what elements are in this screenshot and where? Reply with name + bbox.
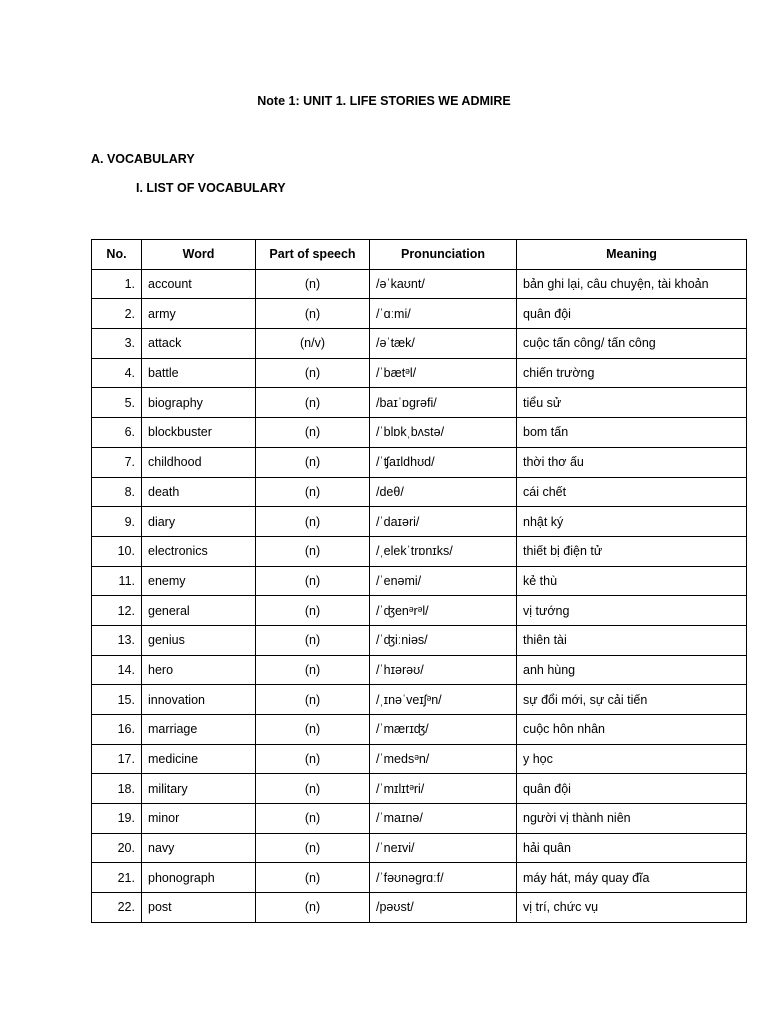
- cell-part-of-speech: (n): [256, 804, 370, 834]
- table-row: [92, 566, 747, 596]
- cell-meaning: kẻ thù: [517, 566, 747, 596]
- cell-word: minor: [142, 804, 256, 834]
- cell-pronunciation: /baɪˈɒɡrəfi/: [370, 388, 517, 418]
- cell-word: general: [142, 596, 256, 626]
- header-pronunciation: Pronunciation: [370, 240, 517, 270]
- cell-no: 14.: [92, 655, 142, 685]
- table-row: [92, 625, 747, 655]
- cell-pronunciation: /ˈmaɪnə/: [370, 804, 517, 834]
- table-row: [92, 863, 747, 893]
- table-row: [92, 447, 747, 477]
- cell-meaning: người vị thành niên: [517, 804, 747, 834]
- cell-meaning: thiên tài: [517, 625, 747, 655]
- cell-part-of-speech: (n): [256, 863, 370, 893]
- cell-meaning: cuộc hôn nhân: [517, 715, 747, 745]
- cell-no: 19.: [92, 804, 142, 834]
- cell-pronunciation: /ˈmærɪʤ/: [370, 715, 517, 745]
- header-meaning: Meaning: [517, 240, 747, 270]
- cell-no: 21.: [92, 863, 142, 893]
- table-row: [92, 418, 747, 448]
- table-row: [92, 536, 747, 566]
- cell-no: 22.: [92, 893, 142, 923]
- cell-no: 8.: [92, 477, 142, 507]
- cell-meaning: bản ghi lại, câu chuyện, tài khoản: [517, 269, 747, 299]
- table-row: [92, 804, 747, 834]
- cell-meaning: quân đội: [517, 774, 747, 804]
- table-row: [92, 269, 747, 299]
- cell-no: 5.: [92, 388, 142, 418]
- cell-word: biography: [142, 388, 256, 418]
- cell-part-of-speech: (n): [256, 685, 370, 715]
- cell-word: attack: [142, 329, 256, 359]
- cell-no: 13.: [92, 625, 142, 655]
- cell-meaning: y học: [517, 744, 747, 774]
- table-row: [92, 655, 747, 685]
- cell-pronunciation: /ˈʧaɪldhʊd/: [370, 447, 517, 477]
- subsection-heading: I. LIST OF VOCABULARY: [136, 181, 286, 195]
- cell-no: 10.: [92, 536, 142, 566]
- cell-pronunciation: /ˈmɪlɪtᵊri/: [370, 774, 517, 804]
- vocabulary-table: [91, 239, 747, 923]
- cell-no: 16.: [92, 715, 142, 745]
- table-row: [92, 596, 747, 626]
- cell-no: 2.: [92, 299, 142, 329]
- cell-no: 18.: [92, 774, 142, 804]
- table-row: [92, 833, 747, 863]
- table-header-row: [92, 240, 747, 270]
- cell-word: medicine: [142, 744, 256, 774]
- cell-no: 11.: [92, 566, 142, 596]
- table-row: [92, 774, 747, 804]
- cell-pronunciation: /ˈblɒkˌbʌstə/: [370, 418, 517, 448]
- cell-no: 3.: [92, 329, 142, 359]
- cell-meaning: cái chết: [517, 477, 747, 507]
- cell-part-of-speech: (n): [256, 388, 370, 418]
- cell-meaning: vị tướng: [517, 596, 747, 626]
- cell-word: blockbuster: [142, 418, 256, 448]
- table-row: [92, 507, 747, 537]
- cell-word: diary: [142, 507, 256, 537]
- cell-part-of-speech: (n): [256, 477, 370, 507]
- document-title: Note 1: UNIT 1. LIFE STORIES WE ADMIRE: [257, 94, 511, 108]
- cell-pronunciation: /pəʊst/: [370, 893, 517, 923]
- cell-word: navy: [142, 833, 256, 863]
- cell-pronunciation: /deθ/: [370, 477, 517, 507]
- cell-meaning: quân đội: [517, 299, 747, 329]
- cell-part-of-speech: (n/v): [256, 329, 370, 359]
- cell-no: 6.: [92, 418, 142, 448]
- table-row: [92, 299, 747, 329]
- cell-word: enemy: [142, 566, 256, 596]
- cell-pronunciation: /ˈʤenᵊrᵊl/: [370, 596, 517, 626]
- header-no: No.: [92, 240, 142, 270]
- section-heading: A. VOCABULARY: [91, 152, 195, 166]
- cell-word: phonograph: [142, 863, 256, 893]
- cell-word: marriage: [142, 715, 256, 745]
- cell-meaning: cuộc tấn công/ tấn công: [517, 329, 747, 359]
- cell-word: innovation: [142, 685, 256, 715]
- cell-no: 9.: [92, 507, 142, 537]
- cell-part-of-speech: (n): [256, 299, 370, 329]
- table-row: [92, 388, 747, 418]
- cell-pronunciation: /ˈdaɪəri/: [370, 507, 517, 537]
- cell-pronunciation: /ˈenəmi/: [370, 566, 517, 596]
- cell-pronunciation: /ˌelekˈtrɒnɪks/: [370, 536, 517, 566]
- cell-pronunciation: /ˈbætᵊl/: [370, 358, 517, 388]
- cell-pronunciation: /ˈfəʊnəɡrɑːf/: [370, 863, 517, 893]
- cell-part-of-speech: (n): [256, 596, 370, 626]
- cell-part-of-speech: (n): [256, 744, 370, 774]
- table-row: [92, 893, 747, 923]
- cell-no: 7.: [92, 447, 142, 477]
- cell-no: 17.: [92, 744, 142, 774]
- cell-word: military: [142, 774, 256, 804]
- table-row: [92, 744, 747, 774]
- cell-no: 1.: [92, 269, 142, 299]
- cell-word: childhood: [142, 447, 256, 477]
- cell-part-of-speech: (n): [256, 715, 370, 745]
- cell-part-of-speech: (n): [256, 507, 370, 537]
- cell-part-of-speech: (n): [256, 447, 370, 477]
- cell-meaning: thời thơ ấu: [517, 447, 747, 477]
- cell-pronunciation: /ˈmedsᵊn/: [370, 744, 517, 774]
- cell-part-of-speech: (n): [256, 269, 370, 299]
- cell-meaning: chiến trường: [517, 358, 747, 388]
- cell-meaning: bom tấn: [517, 418, 747, 448]
- cell-no: 15.: [92, 685, 142, 715]
- cell-part-of-speech: (n): [256, 625, 370, 655]
- table-row: [92, 477, 747, 507]
- cell-word: electronics: [142, 536, 256, 566]
- cell-meaning: hải quân: [517, 833, 747, 863]
- table-row: [92, 685, 747, 715]
- cell-word: account: [142, 269, 256, 299]
- cell-no: 12.: [92, 596, 142, 626]
- cell-meaning: nhật ký: [517, 507, 747, 537]
- cell-meaning: anh hùng: [517, 655, 747, 685]
- cell-part-of-speech: (n): [256, 833, 370, 863]
- cell-pronunciation: /ˈhɪərəʊ/: [370, 655, 517, 685]
- cell-pronunciation: /ˌɪnəˈveɪʃᵊn/: [370, 685, 517, 715]
- cell-word: death: [142, 477, 256, 507]
- cell-pronunciation: /ˈɑːmi/: [370, 299, 517, 329]
- cell-pronunciation: /əˈtæk/: [370, 329, 517, 359]
- cell-meaning: tiểu sử: [517, 388, 747, 418]
- cell-pronunciation: /əˈkaʊnt/: [370, 269, 517, 299]
- cell-no: 4.: [92, 358, 142, 388]
- header-word: Word: [142, 240, 256, 270]
- cell-word: army: [142, 299, 256, 329]
- cell-part-of-speech: (n): [256, 893, 370, 923]
- cell-word: battle: [142, 358, 256, 388]
- table-row: [92, 358, 747, 388]
- cell-part-of-speech: (n): [256, 774, 370, 804]
- cell-word: genius: [142, 625, 256, 655]
- cell-part-of-speech: (n): [256, 418, 370, 448]
- cell-pronunciation: /ˈneɪvi/: [370, 833, 517, 863]
- cell-word: post: [142, 893, 256, 923]
- cell-meaning: vị trí, chức vụ: [517, 893, 747, 923]
- table-row: [92, 329, 747, 359]
- cell-no: 20.: [92, 833, 142, 863]
- cell-part-of-speech: (n): [256, 358, 370, 388]
- cell-part-of-speech: (n): [256, 536, 370, 566]
- cell-pronunciation: /ˈʤiːniəs/: [370, 625, 517, 655]
- table-row: [92, 715, 747, 745]
- cell-meaning: sự đổi mới, sự cải tiến: [517, 685, 747, 715]
- cell-part-of-speech: (n): [256, 655, 370, 685]
- cell-part-of-speech: (n): [256, 566, 370, 596]
- cell-meaning: máy hát, máy quay đĩa: [517, 863, 747, 893]
- header-part-of-speech: Part of speech: [256, 240, 370, 270]
- cell-meaning: thiết bị điện tử: [517, 536, 747, 566]
- cell-word: hero: [142, 655, 256, 685]
